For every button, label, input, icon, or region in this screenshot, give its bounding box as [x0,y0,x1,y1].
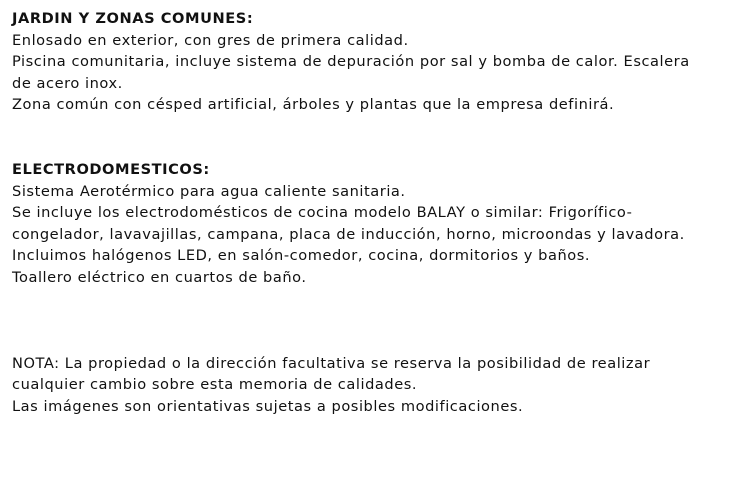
note-line: cualquier cambio sobre esta memoria de calidades. [12,376,418,394]
jardin-line: de acero inox. [12,74,123,92]
spacer [12,116,736,159]
note-block [12,353,736,418]
electrodomesticos-line: congelador, lavavajillas, campana, placa de inducción, horno, microondas y lavadora. [12,225,685,243]
section-title-electrodomesticos: ELECTRODOMESTICOS: [12,160,210,178]
electrodomesticos-line: Incluimos halógenos LED, en salón-comedor, cocina, dormitorios y baños. [12,247,591,265]
electrodomesticos-line: Toallero eléctrico en cuartos de baño. [12,268,307,286]
note-line: NOTA: La propiedad o la dirección facultativa se reserva la posibilidad de realizar [12,354,651,372]
jardin-line: Zona común con césped artificial, árboles y plantas que la empresa definirá. [12,96,615,114]
note-line: Las imágenes son orientativas sujetas a posibles modificaciones. [12,397,524,415]
jardin-line: Piscina comunitaria, incluye sistema de depuración por sal y bomba de calor. Escalera [12,53,690,71]
section-jardin [12,8,736,116]
section-title-jardin: JARDIN Y ZONAS COMUNES: [12,10,254,27]
jardin-line: Enlosado en exterior, con gres de primera calidad. [12,31,409,49]
document-body [12,8,736,417]
spacer [12,289,736,353]
section-electrodomesticos [12,159,736,289]
electrodomesticos-line: Sistema Aerotérmico para agua caliente sanitaria. [12,182,406,200]
electrodomesticos-line: Se incluye los electrodomésticos de cocina modelo BALAY o similar: Frigorífico- [12,204,633,222]
